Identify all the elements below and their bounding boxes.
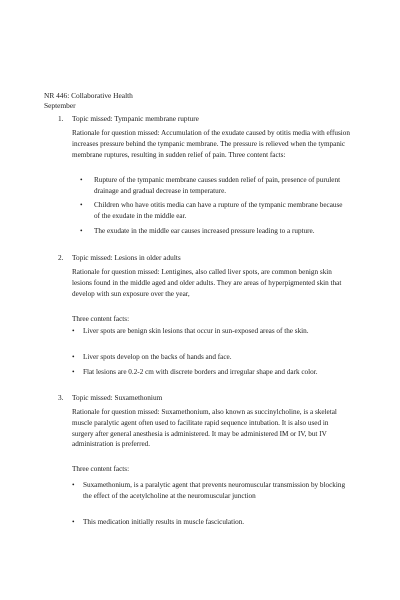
fact-text: Rupture of the tympanic membrane causes sudden relief of pain, presence of purulent drainage and gradual decrease in temperature.: [94, 176, 341, 195]
fact-text: Liver spots develop on the backs of hands and face.: [83, 353, 232, 361]
topic-number: 3.: [58, 393, 64, 402]
rationale-paragraph: Rationale for question missed: Accumulation of the exudate caused by otitis media with effusion increases pressure behind the tympanic membrane. The pressure is relieved when the tympanic membrane ruptures, resulting in sudden relief of pain. Three content facts:: [72, 129, 350, 159]
bullet-icon: •: [72, 481, 75, 489]
topic-number: 1.: [58, 114, 64, 123]
document-header: [44, 91, 133, 110]
fact-text: Flat lesions are 0.2-2 cm with discrete borders and irregular shape and dark color.: [83, 368, 318, 376]
topic-title: Topic missed: Tympanic membrane rupture: [72, 114, 199, 123]
fact-text: Suxamethonium, is a paralytic agent that prevents neuromuscular transmission by blocking the effect of the acetylcholine at the neuromuscular junction: [83, 481, 346, 500]
topic-title: Topic missed: Suxamethonium: [72, 393, 163, 402]
month-label: September: [44, 100, 76, 110]
fact-text: The exudate in the middle ear causes increased pressure leading to a rupture.: [94, 227, 315, 235]
facts-label: Three content facts:: [72, 465, 130, 473]
fact-text: Children who have otitis media can have a rupture of the tympanic membrane because of the exudate in the middle ear.: [94, 201, 343, 220]
topic-number: 2.: [58, 253, 64, 262]
rationale-paragraph: Rationale for question missed: Lentigines, also called liver spots, are common benign skin lesions found in the middle aged and older adults. They are areas of hyperpigmented skin that develop with sun exposure over the year,: [72, 268, 342, 298]
bullet-icon: •: [80, 201, 83, 209]
fact-text: This medication initially results in muscle fasciculation.: [83, 518, 245, 526]
bullet-icon: •: [72, 368, 75, 376]
bullet-icon: •: [80, 227, 83, 235]
topic-title: Topic missed: Lesions in older adults: [72, 253, 181, 262]
fact-text: Liver spots are benign skin lesions that occur in sun-exposed areas of the skin.: [83, 327, 309, 335]
bullet-icon: •: [72, 353, 75, 361]
bullet-icon: •: [72, 327, 75, 335]
rationale-paragraph: Rationale for question missed: Suxamethonium, also known as succinylcholine, is a skeletal muscle paralytic agent often used to facilitate rapid sequence intubation. It is also used in surgery after general anesthesia is administered. It may be administered IM or IV, but IV administration is preferred.: [72, 408, 337, 449]
facts-label: Three content facts:: [72, 315, 130, 323]
course-title: NR 446: Collaborative Health: [44, 91, 133, 100]
bullet-icon: •: [72, 518, 75, 526]
bullet-icon: •: [80, 176, 83, 184]
